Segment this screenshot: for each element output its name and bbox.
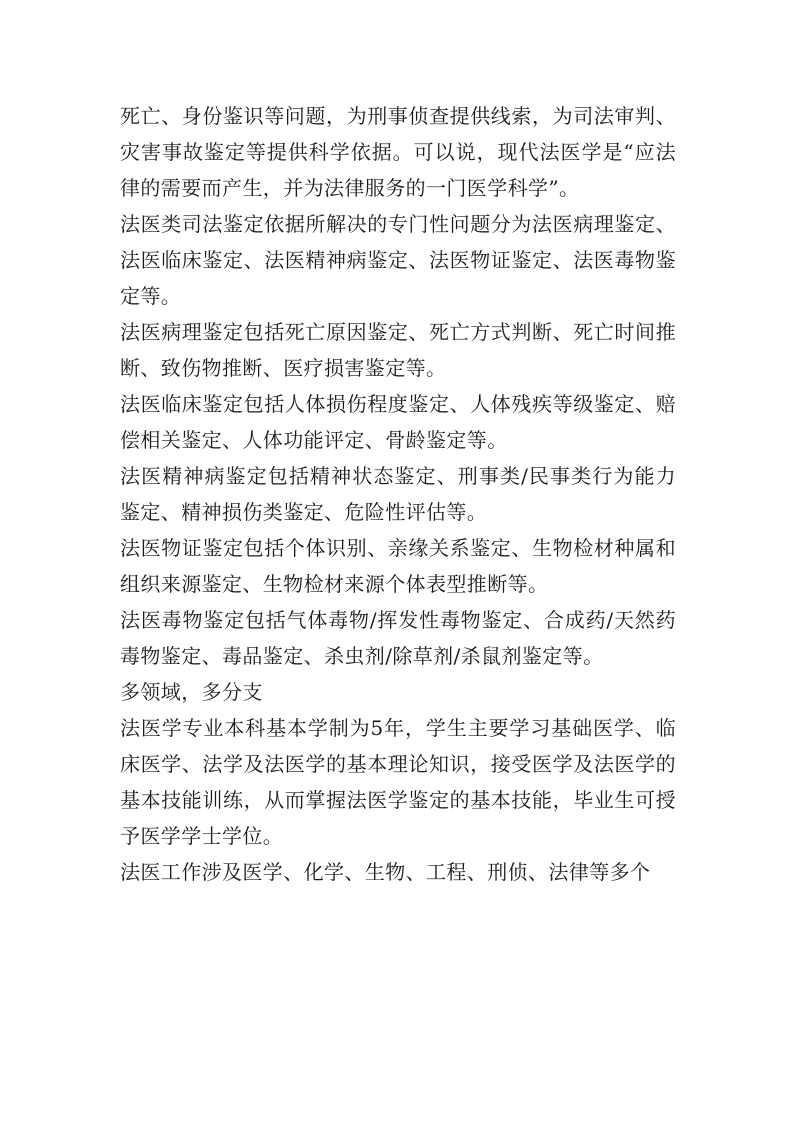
document-body — [120, 98, 676, 890]
paragraph-9: 法医工作涉及医学、化学、生物、工程、刑侦、法律等多个 — [120, 860, 651, 884]
paragraph-1: 死亡、身份鉴识等问题，为刑事侦查提供线索，为司法审判、灾害事故鉴定等提供科学依据。可以说，现代法医学是“应法律的需要而产生，并为法律服务的一门医学科学”。 — [120, 104, 676, 200]
section-heading: 多领域，多分支 — [120, 680, 263, 704]
paragraph-8: 法医学专业本科基本学制为5年，学生主要学习基础医学、临床医学、法学及法医学的基本理论知识，接受医学及法医学的基本技能训练，从而掌握法医学鉴定的基本技能，毕业生可授予医学学士学位。 — [120, 716, 676, 848]
paragraph-3: 法医病理鉴定包括死亡原因鉴定、死亡方式判断、死亡时间推断、致伤物推断、医疗损害鉴定等。 — [120, 320, 676, 380]
paragraph-6: 法医物证鉴定包括个体识别、亲缘关系鉴定、生物检材种属和组织来源鉴定、生物检材来源个体表型推断等。 — [120, 536, 676, 596]
paragraph-5: 法医精神病鉴定包括精神状态鉴定、刑事类/民事类行为能力鉴定、精神损伤类鉴定、危险性评估等。 — [120, 464, 676, 524]
paragraph-7: 法医毒物鉴定包括气体毒物/挥发性毒物鉴定、合成药/天然药毒物鉴定、毒品鉴定、杀虫剂/除草剂/杀鼠剂鉴定等。 — [120, 608, 676, 668]
paragraph-4: 法医临床鉴定包括人体损伤程度鉴定、人体残疾等级鉴定、赔偿相关鉴定、人体功能评定、骨龄鉴定等。 — [120, 392, 676, 452]
paragraph-2: 法医类司法鉴定依据所解决的专门性问题分为法医病理鉴定、法医临床鉴定、法医精神病鉴定、法医物证鉴定、法医毒物鉴定等。 — [120, 212, 676, 308]
